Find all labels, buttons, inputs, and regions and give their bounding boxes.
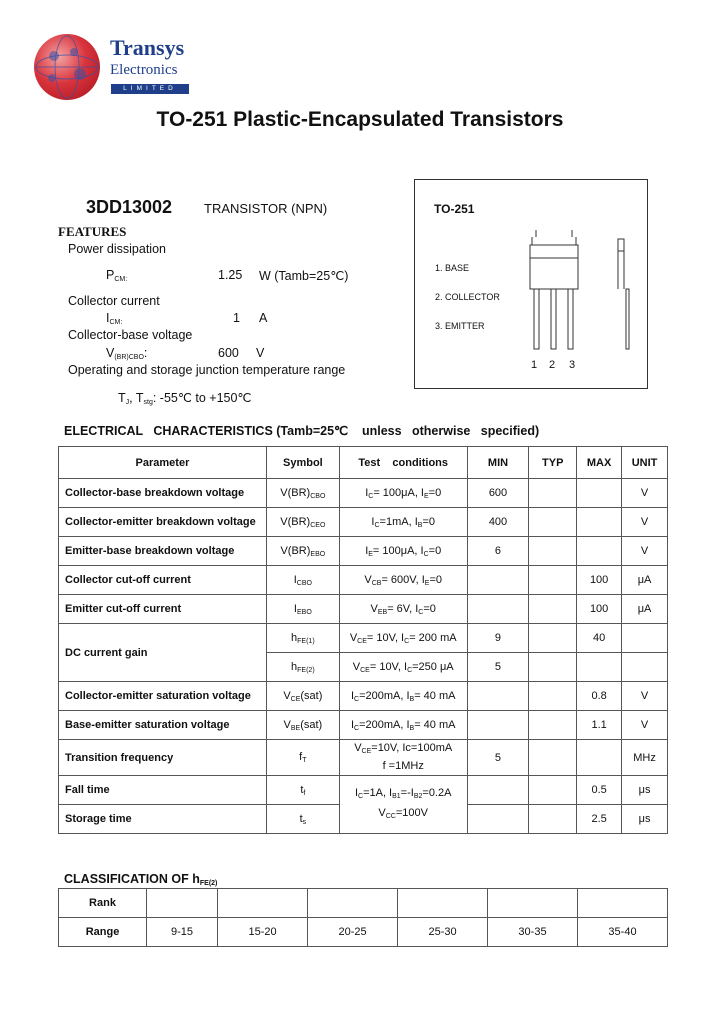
range-cell: 20-25: [308, 918, 398, 947]
max: 100: [577, 566, 622, 595]
unit: V: [622, 508, 668, 537]
param: Base-emitter saturation voltage: [59, 711, 267, 740]
pin-number-1: 1: [531, 359, 538, 371]
symbol: $V_{BE}(sat)$: [266, 711, 339, 740]
symbol: $I_{CBO}$: [266, 566, 339, 595]
vcbo-value: 600: [218, 346, 239, 360]
table-row: [59, 624, 668, 653]
col-max: MAX: [577, 447, 622, 479]
symbol: $I_{EBO}$: [266, 595, 339, 624]
pcm-symbol: $P_{CM:}$: [106, 268, 128, 283]
logo-globe: [34, 34, 100, 100]
min: 6: [467, 537, 529, 566]
symbol: $V(BR)_{CEO}$: [266, 508, 339, 537]
range-cell: 25-30: [398, 918, 488, 947]
condition: $I_E= 100\mu A$, $I_C=0$: [339, 537, 467, 566]
current-label: Collector current: [68, 294, 160, 308]
pcm-unit: W (Tamb=25℃): [259, 269, 349, 283]
pin-label-base: 1. BASE: [435, 263, 470, 273]
col-symbol: Symbol: [266, 447, 339, 479]
max: 40: [577, 624, 622, 653]
temp-value: : -55℃ to +150℃: [152, 391, 252, 405]
pin-number-2: 2: [549, 359, 556, 371]
param: Emitter cut-off current: [59, 595, 267, 624]
icm-unit: A: [259, 311, 268, 325]
symbol: $f_T$: [266, 740, 339, 776]
table-row: [59, 711, 668, 740]
logo-limited: LIMITED: [111, 84, 189, 94]
condition: $V_{EB}= 6V$, $I_C=0$: [339, 595, 467, 624]
rank-label: Rank: [59, 889, 147, 918]
max: 0.5: [577, 776, 622, 805]
param: Collector-emitter breakdown voltage: [59, 508, 267, 537]
symbol: $V(BR)_{CBO}$: [266, 479, 339, 508]
col-typ: TYP: [529, 447, 577, 479]
unit: μA: [622, 566, 668, 595]
col-min: MIN: [467, 447, 529, 479]
range-cell: 30-35: [488, 918, 578, 947]
classification-heading-text: CLASSIFICATION OF h: [64, 872, 200, 886]
pin-number-3: 3: [569, 359, 576, 371]
range-cell: 9-15: [147, 918, 218, 947]
min: 5: [467, 653, 529, 682]
table-row: [59, 566, 668, 595]
param: Storage time: [59, 805, 267, 834]
features-heading: FEATURES: [58, 224, 127, 239]
table-row: [59, 479, 668, 508]
classification-table: [58, 888, 668, 947]
range-cell: 15-20: [218, 918, 308, 947]
symbol: $t_f$: [266, 776, 339, 805]
max: 0.8: [577, 682, 622, 711]
ec-heading: ELECTRICAL CHARACTERISTICS (Tamb=25℃ unless otherwise specified): [64, 424, 540, 438]
col-test: Test conditions: [339, 447, 467, 479]
unit: μs: [622, 776, 668, 805]
condition: $I_C=200mA$, $I_B= 40$ mA: [339, 711, 467, 740]
symbol: $V_{CE}(sat)$: [266, 682, 339, 711]
unit: V: [622, 682, 668, 711]
max: 2.5: [577, 805, 622, 834]
logo-subtitle: Electronics: [110, 62, 178, 78]
unit: V: [622, 479, 668, 508]
range-label: Range: [59, 918, 147, 947]
param: Collector-emitter saturation voltage: [59, 682, 267, 711]
symbol: $V(BR)_{EBO}$: [266, 537, 339, 566]
ec-table: [58, 446, 668, 834]
min: 5: [467, 740, 529, 776]
voltage-label: Collector-base voltage: [68, 328, 193, 342]
symbol: $t_s$: [266, 805, 339, 834]
table-row: [59, 537, 668, 566]
rank-row: [59, 889, 668, 918]
unit: MHz: [622, 740, 668, 776]
package-title: TO-251: [434, 202, 475, 216]
classification-heading: CLASSIFICATION OF $h_{FE(2)}$: [64, 872, 218, 887]
pin-label-collector: 2. COLLECTOR: [435, 292, 500, 302]
range-cell: 35-40: [577, 918, 667, 947]
temp-range: $T_J$, $T_{stg}$: -55℃ to +150℃: [118, 391, 252, 406]
table-row: [59, 595, 668, 624]
condition: $V_{CE}=10V$, Ic=100mA f =1MHz: [339, 740, 467, 776]
table-header-row: [59, 447, 668, 479]
icm-value: 1: [233, 311, 240, 325]
max: 1.1: [577, 711, 622, 740]
power-label: Power dissipation: [68, 242, 166, 256]
unit: μs: [622, 805, 668, 834]
pcm-value: 1.25: [218, 268, 243, 282]
min: 9: [467, 624, 529, 653]
table-row: [59, 508, 668, 537]
col-unit: UNIT: [622, 447, 668, 479]
table-row: [59, 740, 668, 776]
temp-label: Operating and storage junction temperature range: [68, 363, 346, 377]
condition-line2: f =1MHz: [382, 760, 424, 772]
condition: $I_C=1mA$, $I_B=0$: [339, 508, 467, 537]
condition: $V_{CB}= 600V$, $I_E=0$: [339, 566, 467, 595]
param: Transition frequency: [59, 740, 267, 776]
min: 600: [467, 479, 529, 508]
min: 400: [467, 508, 529, 537]
document-title: TO-251 Plastic-Encapsulated Transistors: [156, 108, 564, 131]
condition: $I_C=1A$, $I_{B1}=-I_{B2}=0.2A$ $V_{CC}=100V$: [339, 776, 467, 834]
unit: V: [622, 711, 668, 740]
param: Fall time: [59, 776, 267, 805]
table-row: [59, 776, 668, 805]
package-drawing: [520, 225, 640, 355]
vcbo-unit: V: [256, 346, 265, 360]
range-row: [59, 918, 668, 947]
condition: $I_C= 100\mu A$, $I_E=0$: [339, 479, 467, 508]
condition: $I_C=200mA$, $I_B= 40$ mA: [339, 682, 467, 711]
unit: V: [622, 537, 668, 566]
logo-name: Transys: [110, 35, 185, 60]
part-type: TRANSISTOR (NPN): [204, 201, 328, 216]
unit: μA: [622, 595, 668, 624]
condition: $V_{CE}= 10V$, $I_C= 200$ mA: [339, 624, 467, 653]
max: 100: [577, 595, 622, 624]
symbol: $h_{FE(2)}$: [266, 653, 339, 682]
vcbo-symbol: $V_{(BR)CBO}$:: [106, 346, 148, 361]
param: DC current gain: [59, 624, 267, 682]
col-parameter: Parameter: [59, 447, 267, 479]
table-row: [59, 682, 668, 711]
symbol: $h_{FE(1)}$: [266, 624, 339, 653]
param: Emitter-base breakdown voltage: [59, 537, 267, 566]
icm-symbol: $I_{CM:}$: [106, 311, 123, 326]
condition: $V_{CE}= 10V$, $I_C=250$ μA: [339, 653, 467, 682]
part-number: 3DD13002: [86, 197, 173, 217]
pin-label-emitter: 3. EMITTER: [435, 321, 485, 331]
param: Collector cut-off current: [59, 566, 267, 595]
param: Collector-base breakdown voltage: [59, 479, 267, 508]
